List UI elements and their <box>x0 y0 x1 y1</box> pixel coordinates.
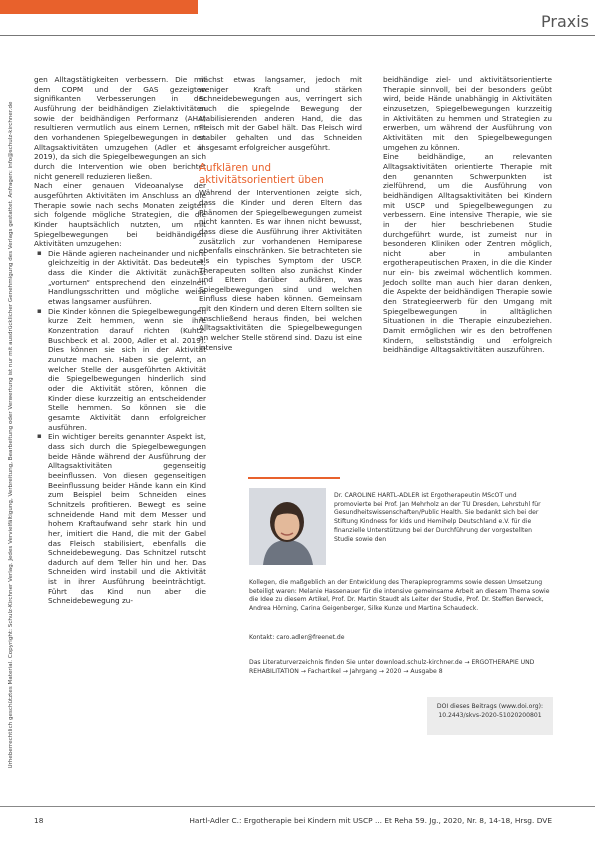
literature-text: Das Literaturverzeichnis finden Sie unter download.schulz-kirchner.de → ERGOTHERAPIE UND REHABILITATION → Fachartikel → Jahrgang → 2020 → Ausgabe 8 <box>249 659 535 675</box>
section-rubric: Praxis <box>541 12 589 31</box>
paragraph: Während der Interventionen zeigte sich, dass die Kinder und deren Eltern das Phänomen der Spiegelbewegungen zumeist nicht kannten. Es war ihnen nicht bewusst, dass diese die Ausführung ihrer Aktivitäten zusätzlich zur vorhandenen Hemiparese ebenfalls einschränken. Sie betrachteten sie als ein typisches Symptom der USCP. Therapeuten sollten also zunächst Kinder und Eltern darüber aufklären, was Spiegelbewegungen sind und welchen Einfluss diese haben können. Gemeinsam mit den Kindern und deren Eltern sollten sie anschließend heraus finden, bei welchen Alltagsaktivitäten die Spiegelbewegungen an welcher Stelle störend sind. Dazu ist eine intensive <box>199 188 362 352</box>
doi-box <box>427 697 553 735</box>
column-1 <box>34 75 206 606</box>
author-bio-text: Kollegen, die maßgeblich an der Entwicklung des Therapieprogramms sowie dessen Umsetzung beteiligt waren: Melanie Hassenauer für die intensive gemeinsame Arbeit an diesem Thema sowie die Idee zu diesem Artikel, Prof. Dr. Martin Staudt als Leiter der Studie, Prof. Dr. Steffen Berweck, Andrea Hörning, Carina Geigenberger, Silke Kunze und Martina Schaudeck. <box>249 579 550 613</box>
list-item: ▪ Ein wichtiger bereits genannter Aspekt ist, dass sich durch die Spiegelbewegungen beide Hände während der Ausführung der Alltagsaktivitäten gegenseitig beeinflussen. Von diesen gegenseitigen Beeinflussung beider Hände kann ein Kind zum Beispiel beim Schneiden eines Schnitzels profitieren. Bewegt es seine schneidende Hand mit dem Messer und hohem Kraftaufwand sehr stark hin und her, imitiert die Hand, die mit der Gabel das Fleisch stabilisiert, ebenfalls die Schneidebewegung. Das Schnitzel rutscht dadurch auf dem Teller hin und her. Das Schneiden wird instabil und die Aktivität ist in ihrer Ausführung beeinträchtigt. Führt das Kind nun aber die Schneidebewegung zu- <box>48 432 206 606</box>
author-bio-continued <box>249 579 552 614</box>
column-2 <box>199 75 362 352</box>
author-portrait-image <box>249 488 326 565</box>
author-bio-intro <box>334 492 552 544</box>
paragraph: gen Alltagstätigkeiten verbessern. Die mit dem COPM und der GAS gezeigten signifikanten Verbesserungen in der Ausführung der beidhändigen Zielaktivitäten sowie der beidhändigen Performanz (AHA) resultieren vermutlich aus einem Lernen, mit den vorhandenen Spiegelbewegungen in den Alltagsaktivitäten umzugehen (Adler et al. 2019), da sich die Spiegelbewegungen an sich durch die Intervention wie oben berichtet nicht generell reduzieren ließen. <box>34 75 206 181</box>
header-divider <box>0 35 595 36</box>
paragraph: Eine beidhändige, an relevanten Alltagsaktivitäten orientierte Therapie mit den genannten Schwerpunkten ist zielführend, um die Ausführung von beidhändigen Alltagsaktivitäten bei Kindern mit USCP und Spiegelbewegungen zu verbessern. Eine intensive Therapie, wie sie in der hier beschriebenen Studie durchgeführt wurde, ist zumeist nur in besonderen Kliniken oder Zentren möglich, nicht aber in ambulanten ergotherapeutischen Praxen, in die die Kinder nur ein- bis zweimal wöchentlich kommen. Jedoch sollte man auch hier daran denken, die Aspekte der beidhändigen Therapie sowie den Strategieerwerb für den Umgang mit Spiegelbewegungen in alltäglichen Situationen in die Therapie einzubeziehen. Damit ermöglichen wir es den betroffenen Kindern, selbstständig und erfolgreich beidhändige Alltagsaktivitäten auszuführen. <box>383 152 552 355</box>
paragraph: nächst etwas langsamer, jedoch mit weniger Kraft und stärken Schneidebewegungen aus, verringert sich auch die spiegelnde Bewegung der stabilisierenden anderen Hand, die das Fleisch mit der Gabel hält. Das Fleisch wird stabiler gehalten und das Schneiden insgesamt erfolgreicher ausgeführt. <box>199 75 362 152</box>
column-3 <box>383 75 552 355</box>
paragraph: Nach einer genauen Videoanalyse der ausgeführten Aktivitäten im Anschluss an die Therapie sowie nach sechs Monaten zeigten sich folgende mögliche Strategien, die die Kinder hauptsächlich nutzten, um mit Spiegelbewegungen bei beidhändigen Aktivitäten umzugehen: <box>34 181 206 249</box>
literature-note <box>249 659 552 676</box>
header-accent-bar <box>0 0 198 14</box>
list-item: ▪ Die Hände agieren nacheinander und nicht gleichzeitig in der Aktivität. Das bedeutet, dass die Kinder die Aktivität zunächst „vorturnen“ entsprechend den einzelnen Handlungsschritten und mögliche weise etwas langsamer ausführen. <box>48 249 206 307</box>
copyright-side-note: Urheberrechtlich geschütztes Material. Copyright: Schulz-Kirchner Verlag. Jedes Vervielfältigung, Verbreitung, Bearbeitung oder Verwertung ist nur mit ausdrücklicher Genehmigung des Verlags gestattet. Anfragen: info@schulz-kirchner.de <box>8 101 14 769</box>
author-box-accent <box>248 477 340 479</box>
author-bio-text: ist Ergotherapeutin MScOT und promovierte bei Prof. Jan Mehrholz an der TU Dresden, Lehrstuhl für Gesundheitswissenschaften/Public Health. Sie bedankt sich bei der Stiftung Kindness for kids und Hemihelp Deutschland e.V. für die finanzielle Unterstützung bei der Durchführung der vorgestellten Studie sowie den <box>334 492 541 543</box>
page-number: 18 <box>34 816 44 825</box>
strategy-list <box>34 249 206 606</box>
author-contact <box>249 634 552 643</box>
author-photo <box>249 488 326 565</box>
footer-citation: Hartl-Adler C.: Ergotherapie bei Kindern mit USCP ... Et Reha 59. Jg., 2020, Nr. 8, 14-18, Hrsg. DVE <box>189 816 552 825</box>
contact-text: Kontakt: caro.adler@freenet.de <box>249 634 345 641</box>
paragraph: beidhändige ziel- und aktivitätsorientierte Therapie sinnvoll, bei der besonders geübt wird, beide Hände unabhängig in Aktivitäten einzusetzen, Spiegelbewegungen kurzzeitig in Aktivitäten zu hemmen und Strategien zu erwerben, um während der Ausführung von Aktivitäten mit den Spiegelbewegungen umgehen zu können. <box>383 75 552 152</box>
section-heading: Aufklären und aktivitätsorientiert üben <box>199 162 324 186</box>
author-name: Dr. CAROLINE HARTL-ADLER <box>334 492 420 499</box>
doi-value: 10.2443/skvs-2020-51020200801 <box>438 711 542 719</box>
list-item: ▪ Die Kinder können die Spiegelbewegungen kurze Zeit hemmen, wenn sie ihre Konzentration darauf richten (Kuhtz-Buschbeck et al. 2000, Adler et al. 2019). Dies können sie sich in der Aktivität zunutze machen. Haben sie gelernt, an welcher Stelle der ausgeführten Aktivität die Spiegelbewegungen hinderlich sind oder die Aktivität stören, können die Kinder diese kurzzeitig an entscheidender Stelle hemmen. So können sie die gesamte Aktivität dann erfolgreicher ausführen. <box>48 307 206 433</box>
doi-label: DOI dieses Beitrags (www.doi.org): <box>436 703 544 710</box>
footer-divider <box>0 806 595 807</box>
